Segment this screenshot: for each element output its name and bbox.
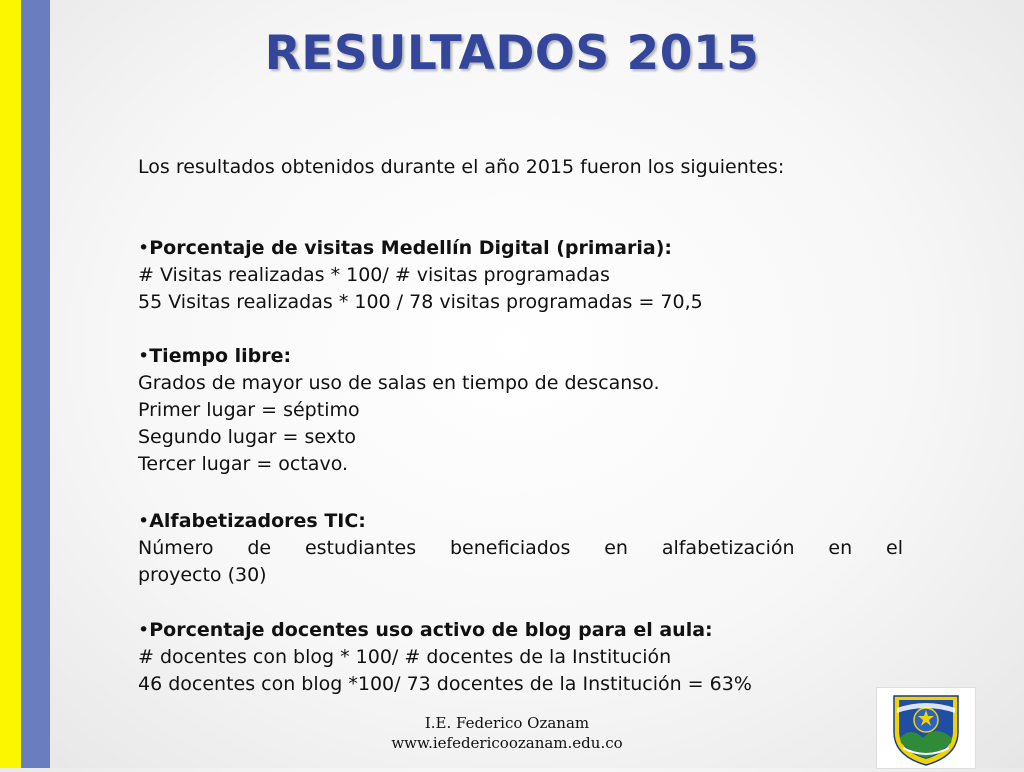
- section-heading-label: Porcentaje docentes uso activo de blog para el aula:: [149, 619, 713, 641]
- footer: [372, 713, 642, 753]
- section-line: Grados de mayor uso de salas en tiempo de descanso.: [138, 372, 660, 394]
- section-line: # docentes con blog * 100/ # docentes de la Institución: [138, 646, 672, 668]
- school-logo: [876, 687, 976, 769]
- section-line: Tercer lugar = octavo.: [138, 453, 349, 475]
- section-heading-tiempo-libre: [138, 343, 903, 370]
- left-stripe-blue: [21, 0, 50, 768]
- section-heading-label: Porcentaje de visitas Medellín Digital (primaria):: [149, 237, 672, 259]
- school-crest-logo-icon: [877, 688, 975, 768]
- section-heading-visitas: [138, 235, 903, 262]
- section-line: # Visitas realizadas * 100/ # visitas programadas: [138, 264, 610, 286]
- section-line: 55 Visitas realizadas * 100 / 78 visitas programadas = 70,5: [138, 291, 703, 313]
- bullet: •: [138, 510, 150, 532]
- section-line: Número de estudiantes beneficiados en alfabetización en el: [138, 537, 903, 559]
- section-heading-label: Tiempo libre:: [149, 345, 292, 367]
- section-line: proyecto (30): [138, 564, 267, 586]
- section-heading-label: Alfabetizadores TIC:: [149, 510, 366, 532]
- intro-text: Los resultados obtenidos durante el año 2015 fueron los siguientes:: [138, 156, 785, 178]
- footer-institution: I.E. Federico Ozanam: [424, 714, 590, 732]
- bullet: •: [138, 345, 150, 367]
- section-heading-alfabetizadores: [138, 508, 903, 535]
- section-line: Segundo lugar = sexto: [138, 426, 357, 448]
- bullet: •: [138, 619, 150, 641]
- left-stripe-yellow: [0, 0, 21, 768]
- section-line: 46 docentes con blog *100/ 73 docentes de la Institución = 63%: [138, 673, 752, 695]
- section-line: Primer lugar = séptimo: [138, 399, 360, 421]
- section-heading-blog: [138, 617, 903, 644]
- slide-title: RESULTADOS 2015: [264, 26, 760, 81]
- footer-website: www.iefedericoozanam.edu.co: [391, 734, 623, 752]
- bullet: •: [138, 237, 150, 259]
